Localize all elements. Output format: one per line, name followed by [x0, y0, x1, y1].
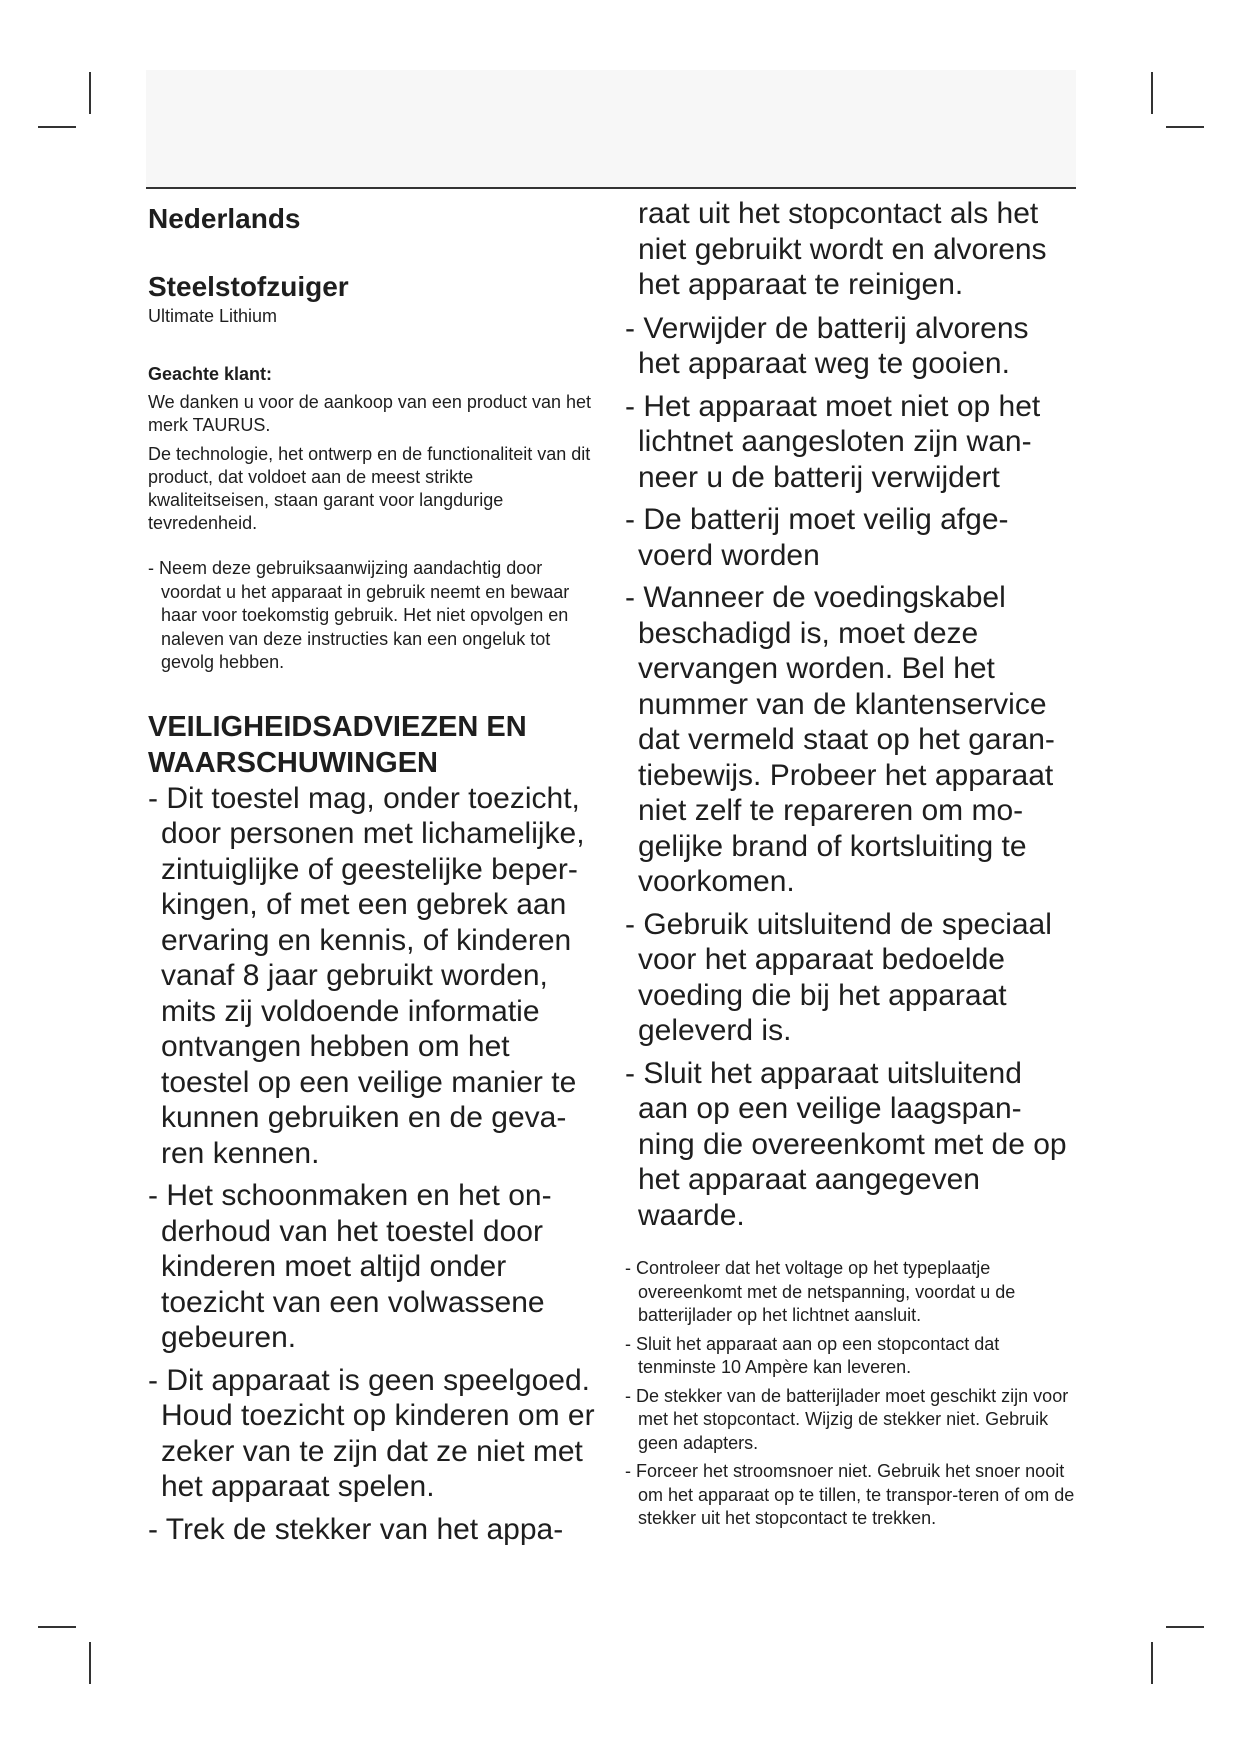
safety-list-left — [148, 781, 598, 1548]
safety-item: - Dit toestel mag, onder toezicht, door personen met lichamelijke, zintuiglijke of geestelijke beper-kingen, of met een gebrek aan ervaring en kennis, of kinderen vanaf 8 jaar gebruikt worden, mits zij voldoende informatie ontvangen hebben om het toestel op een veilige manier te kunnen gebruiken en de geva-ren kennen. — [148, 781, 585, 1170]
crop-mark — [89, 1642, 91, 1684]
greeting: Geachte klant: — [148, 364, 273, 384]
right-column — [625, 197, 1075, 1536]
model-name: Ultimate Lithium — [148, 306, 278, 326]
safety-small-list — [625, 1257, 1075, 1531]
crop-mark — [1151, 72, 1153, 114]
note-item: - Neem deze gebruiksaanwijzing aandachtig door voordat u het apparaat in gebruik neemt en bewaar haar voor toekomstig gebruik. Het niet opvolgen en naleven van deze instructies kan een ongeluk tot gevolg hebben. — [148, 558, 570, 672]
safety-item: - Dit apparaat is geen speelgoed. Houd toezicht op kinderen om er zeker van te zijn dat ze niet met het apparaat spelen. — [148, 1363, 595, 1503]
small-safety-item: - Controleer dat het voltage op het typeplaatje overeenkomt met de netspanning, voordat u de batterijlader op het lichtnet aansluit. — [625, 1258, 1016, 1325]
crop-mark — [89, 72, 91, 114]
safety-item: - Het schoonmaken en het on-derhoud van het toestel door kinderen moet altijd onder toezicht van een volwassene gebeuren. — [148, 1179, 552, 1354]
crop-mark — [1166, 1626, 1204, 1628]
safety-item-continuation: raat uit het stopcontact als het niet gebruikt wordt en alvorens het apparaat te reinigen. — [638, 197, 1047, 301]
safety-item: - Wanneer de voedingskabel beschadigd is, moet deze vervangen worden. Bel het nummer van de klantenservice dat vermeld staat op het garan-tiebewijs. Probeer het apparaat niet zelf te repareren om mo-gelijke brand of kortsluiting te voorkomen. — [625, 581, 1055, 898]
left-column — [148, 200, 598, 1554]
crop-mark — [1166, 126, 1204, 128]
intro-paragraph: We danken u voor de aankoop van een product van het merk TAURUS. — [148, 392, 591, 435]
header-rule — [146, 187, 1076, 189]
language-heading: Nederlands — [148, 203, 301, 234]
intro-notes — [148, 557, 598, 675]
crop-mark — [38, 126, 76, 128]
safety-item: - Het apparaat moet niet op het lichtnet aangesloten zijn wan-neer u de batterij verwijdert — [625, 389, 1041, 494]
small-safety-item: - Forceer het stroomsnoer niet. Gebruik het snoer nooit om het apparaat op te tillen, te transpor-teren of om de stekker uit het stopcontact te trekken. — [625, 1461, 1075, 1528]
safety-item: - Trek de stekker van het appa- — [148, 1512, 564, 1546]
safety-heading: VEILIGHEIDSADVIEZEN EN WAARSCHUWINGEN — [148, 710, 527, 779]
crop-mark — [38, 1626, 76, 1628]
safety-item: - Verwijder de batterij alvorens het apparaat weg te gooien. — [625, 311, 1029, 380]
safety-item: - Sluit het apparaat uitsluitend aan op een veilige laagspan-ning die overeenkomt met de op het apparaat aangegeven waarde. — [625, 1056, 1067, 1232]
small-safety-item: - Sluit het apparaat aan op een stopcontact dat tenminste 10 Ampère kan leveren. — [625, 1333, 1000, 1377]
safety-item: - Gebruik uitsluitend de speciaal voor het apparaat bedoelde voeding die bij het apparaat geleverd is. — [625, 907, 1052, 1047]
intro-paragraph: De technologie, het ontwerp en de functionaliteit van dit product, dat voldoet aan de meest strikte kwaliteitseisen, staan garant voor langdurige tevredenheid. — [148, 444, 591, 533]
product-title: Steelstofzuiger — [148, 271, 349, 302]
crop-mark — [1151, 1642, 1153, 1684]
small-safety-item: - De stekker van de batterijlader moet geschikt zijn voor met het stopcontact. Wijzig de stekker niet. Gebruik geen adapters. — [625, 1385, 1069, 1453]
safety-list-right — [625, 311, 1075, 1234]
safety-item: - De batterij moet veilig afge-voerd worden — [625, 503, 1009, 572]
header-band — [146, 70, 1076, 188]
